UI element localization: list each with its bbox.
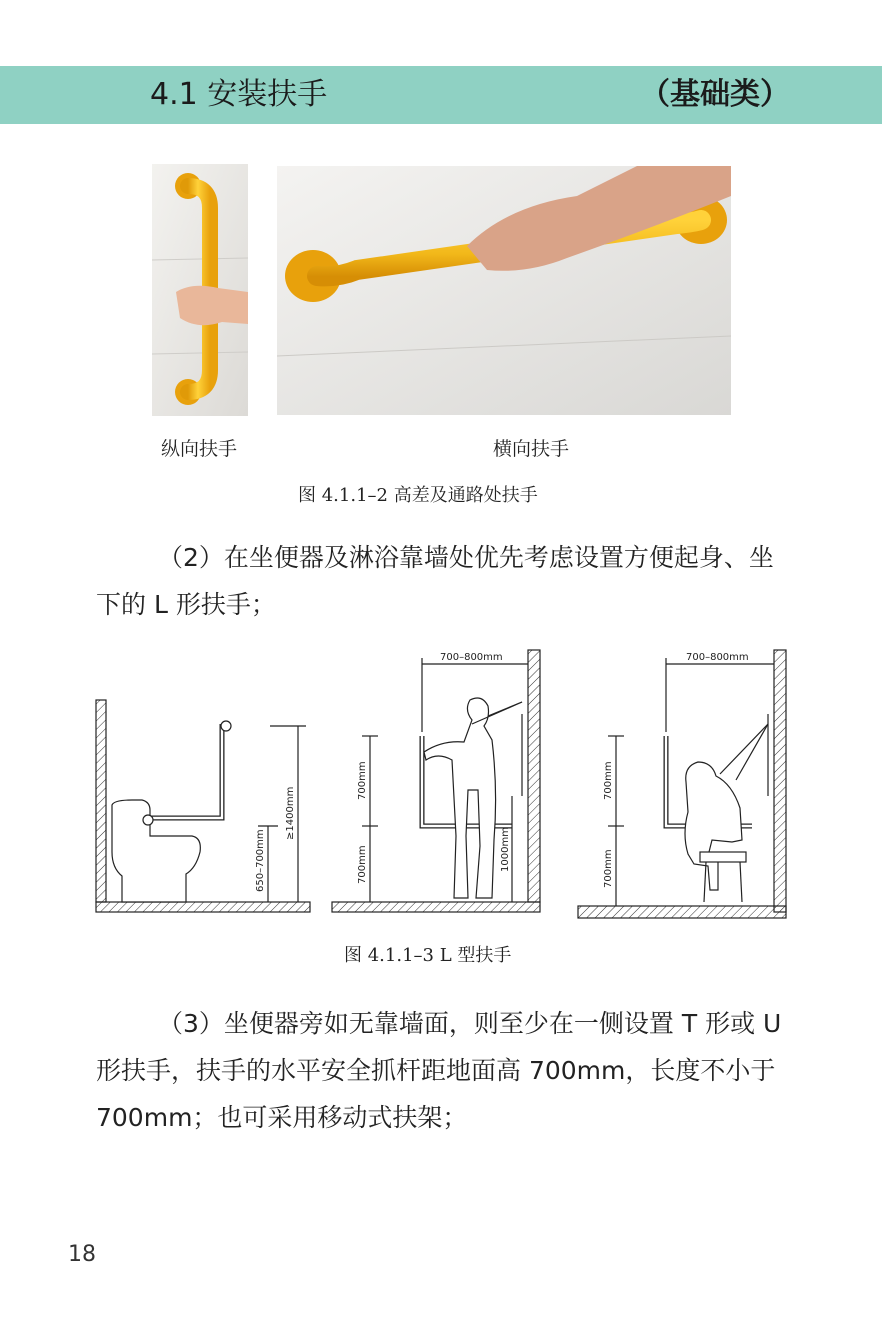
photo-vertical-grab-bar — [152, 164, 248, 416]
dim-toilet-total: ≥1400mm — [285, 786, 296, 840]
dim-seated-lower: 700mm — [603, 849, 614, 888]
dim-shower-width: 700–800mm — [440, 652, 503, 663]
dim-shower-side: 1000mm — [500, 827, 511, 872]
dim-shower-lower: 700mm — [357, 845, 368, 884]
photo-horizontal-caption: 横向扶手 — [493, 438, 570, 460]
l-shaped-grab-bar-diagram — [92, 640, 792, 925]
dim-toilet-height: 650–700mm — [255, 829, 266, 892]
page-number: 18 — [68, 1242, 96, 1267]
figure-caption: 图 4.1.1–3 L 型扶手 — [344, 945, 512, 966]
paragraph-l-shaped-bar: （2）在坐便器及淋浴靠墙处优先考虑设置方便起身、坐下的 L 形扶手； — [96, 543, 774, 619]
figure-caption: 图 4.1.1–2 高差及通路处扶手 — [298, 485, 538, 506]
dim-shower-upper: 700mm — [357, 761, 368, 800]
paragraph-t-u-shaped-bar: （3）坐便器旁如无靠墙面，则至少在一侧设置 T 形或 U 形扶手，扶手的水平安全抓杆距地面高 700mm，长度不小于 700mm；也可采用移动式扶架； — [96, 1009, 782, 1132]
photo-horizontal-grab-bar — [277, 166, 731, 415]
section-title: 4.1 安装扶手 — [150, 77, 328, 112]
dim-seated-width: 700–800mm — [686, 652, 749, 663]
category-tag: （基础类） — [640, 77, 790, 112]
dim-seated-upper: 700mm — [603, 761, 614, 800]
photo-vertical-caption: 纵向扶手 — [161, 438, 238, 460]
